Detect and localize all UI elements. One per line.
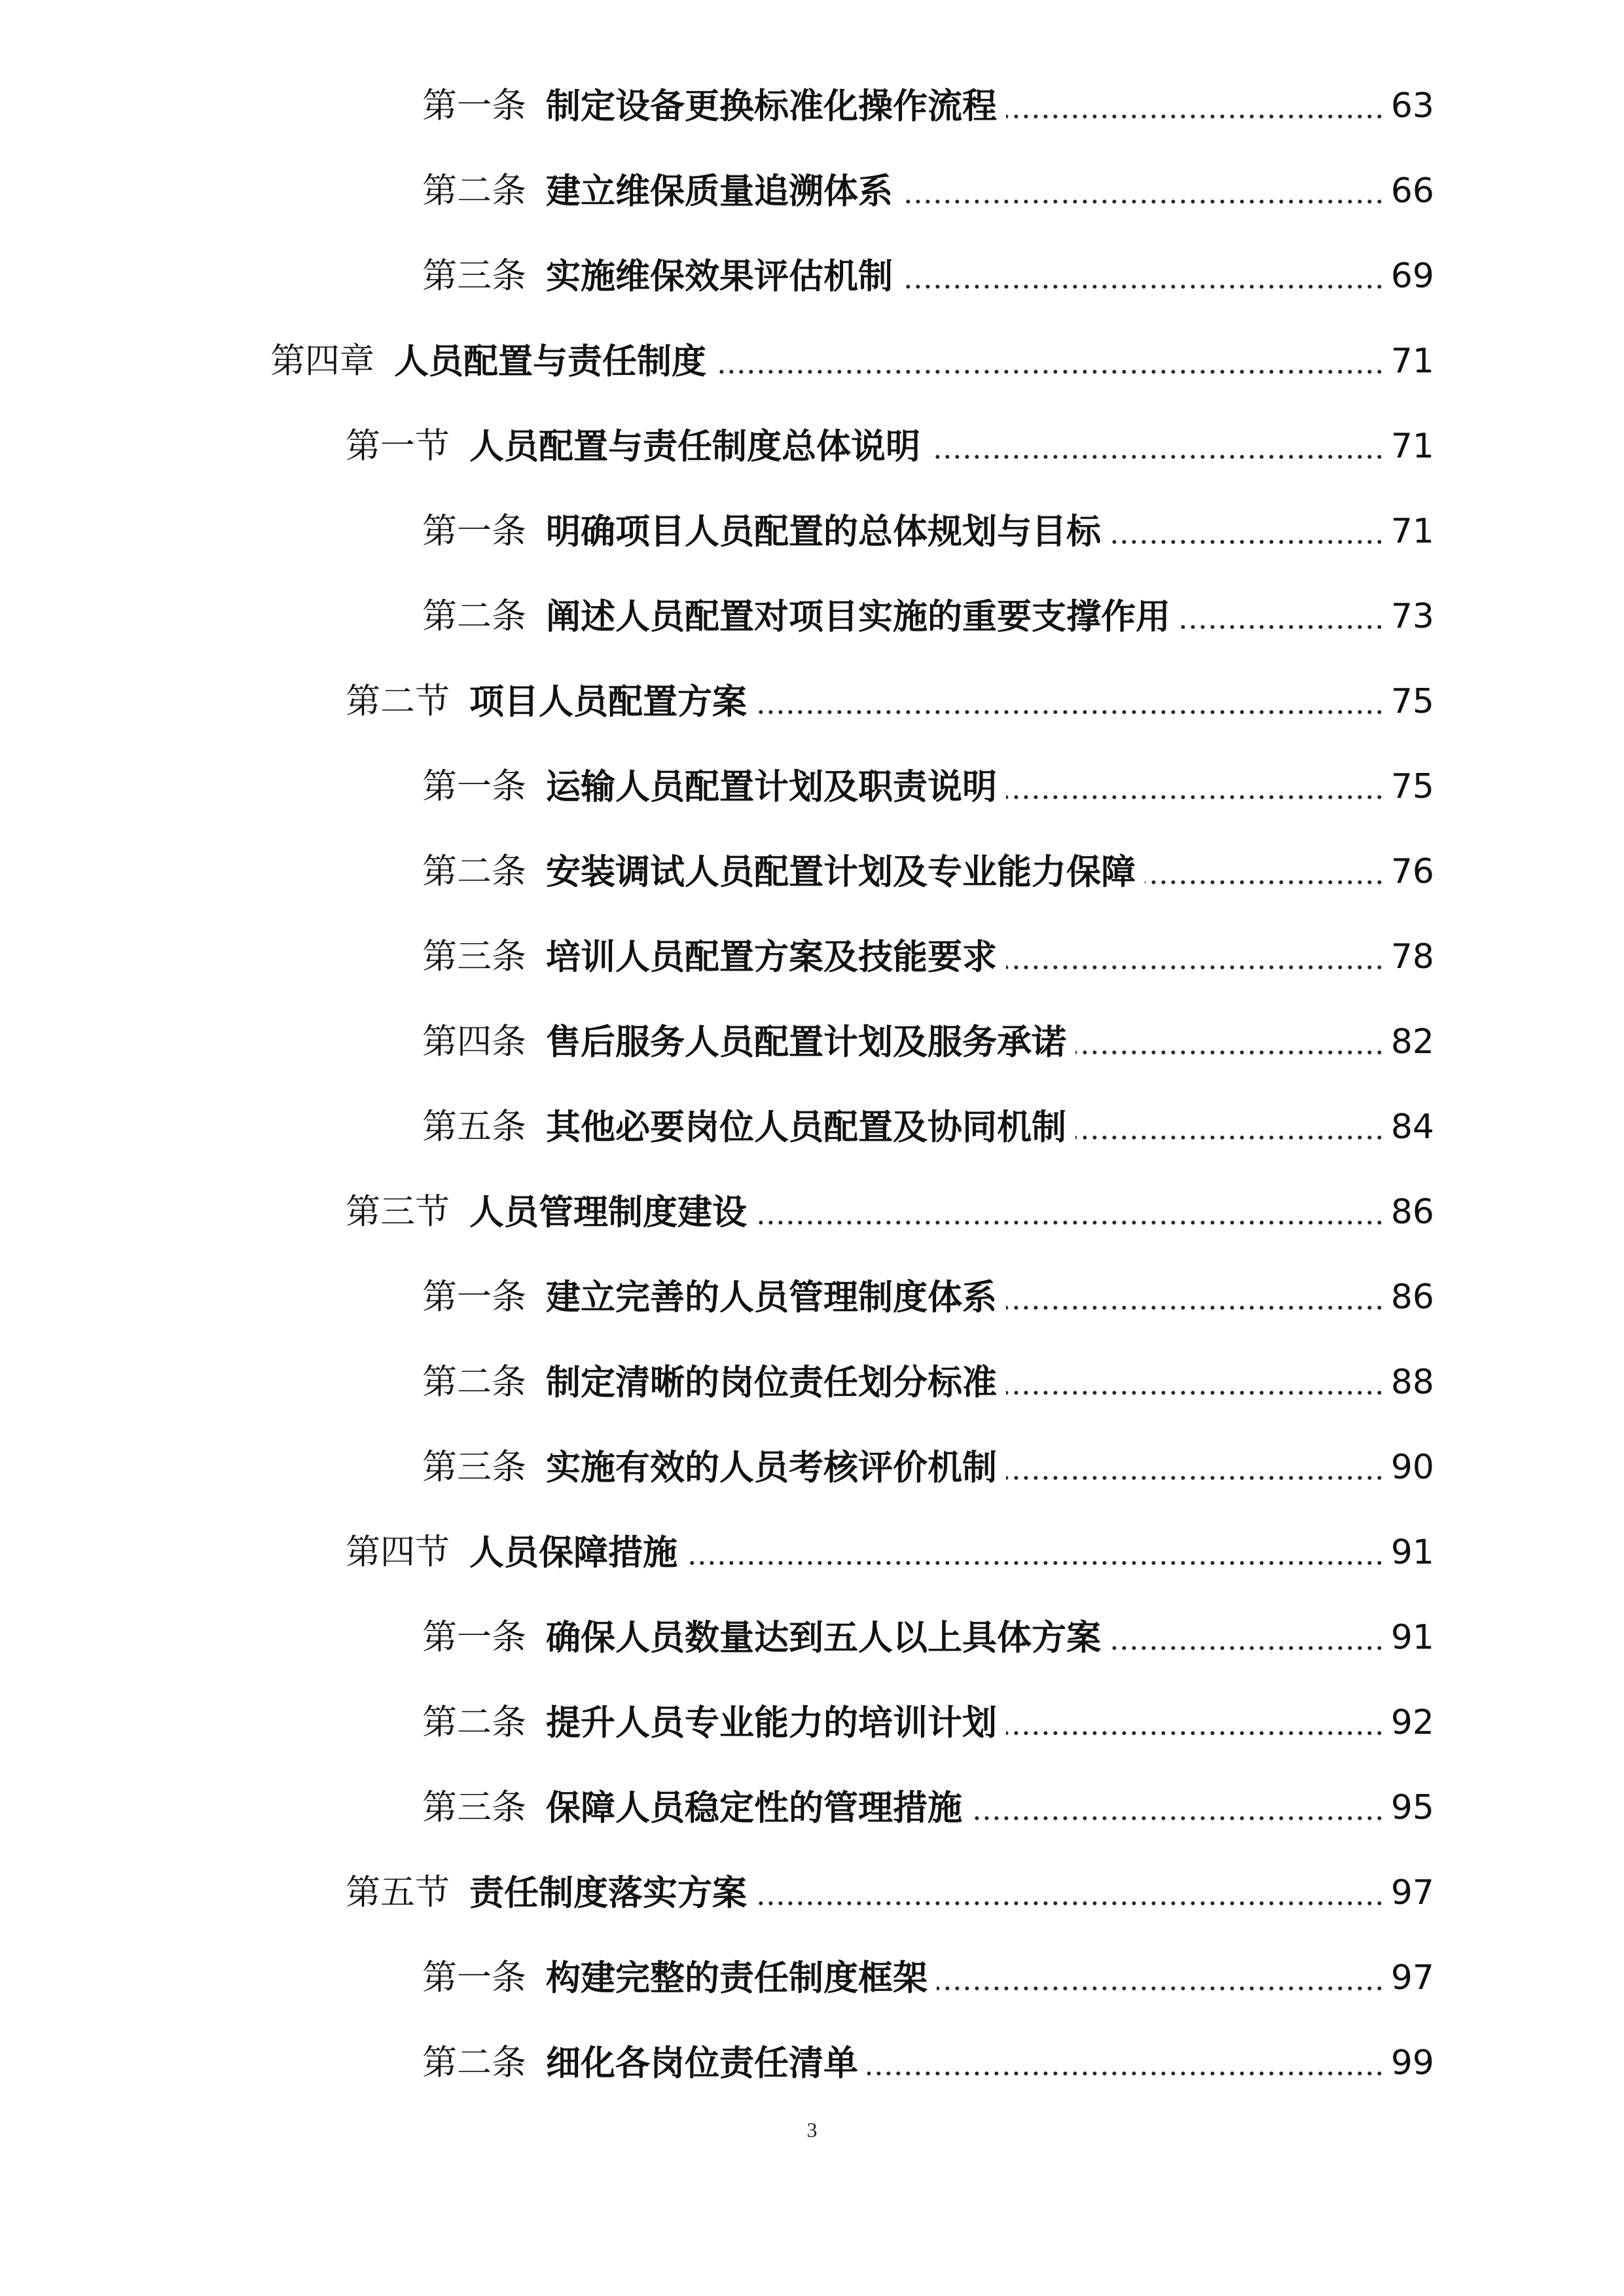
toc-entry-title: 建立维保质量追溯体系: [546, 171, 893, 211]
toc-entry[interactable]: [422, 1690, 1434, 1755]
toc-entry-prefix: 第二节: [346, 681, 450, 721]
dot-leader: [902, 284, 1384, 289]
toc-entry-title: 人员管理制度建设: [469, 1192, 747, 1232]
toc-entry[interactable]: [422, 1775, 1434, 1840]
toc-entry-page: 97: [1390, 1958, 1434, 1998]
toc-entry-prefix: 第一条: [422, 766, 526, 806]
toc-entry-page: 71: [1390, 427, 1434, 466]
toc-entry-page: 78: [1390, 937, 1434, 977]
dot-leader: [715, 369, 1384, 374]
toc-entry-title: 明确项目人员配置的总体规划与目标: [546, 511, 1101, 552]
toc-entry[interactable]: [422, 243, 1434, 309]
dot-leader: [756, 709, 1384, 715]
dot-leader: [1110, 539, 1384, 545]
dot-leader: [756, 1901, 1384, 1906]
toc-entry-title: 制定设备更换标准化操作流程: [546, 86, 997, 126]
toc-entry-title: 人员配置与责任制度总体说明: [469, 426, 920, 467]
dot-leader: [1006, 965, 1384, 970]
toc-entry[interactable]: [422, 839, 1434, 905]
toc-entry-section[interactable]: [346, 669, 1434, 734]
toc-entry-prefix: 第四节: [346, 1532, 450, 1572]
toc-entry-section[interactable]: [346, 1860, 1434, 1926]
toc-entry-page: 82: [1390, 1022, 1434, 1062]
toc-entry[interactable]: [422, 1605, 1434, 1670]
toc-entry-prefix: 第三节: [346, 1192, 450, 1232]
toc-entry-prefix: 第五节: [346, 1873, 450, 1912]
toc-entry-page: 71: [1390, 512, 1434, 551]
toc-entry[interactable]: [422, 73, 1434, 139]
toc-entry-page: 71: [1390, 342, 1434, 381]
toc-entry-prefix: 第四章: [270, 341, 374, 381]
toc-entry-title: 阐述人员配置对项目实施的重要支撑作用: [546, 596, 1170, 637]
toc-entry-section[interactable]: [346, 1520, 1434, 1585]
toc-entry[interactable]: [422, 1435, 1434, 1500]
toc-entry[interactable]: [422, 1265, 1434, 1330]
toc-entry-page: 73: [1390, 597, 1434, 636]
toc-entry-prefix: 第二条: [422, 852, 526, 891]
toc-entry-title: 建立完善的人员管理制度体系: [546, 1277, 997, 1318]
toc-entry-page: 63: [1390, 86, 1434, 126]
dot-leader: [1006, 1305, 1384, 1310]
toc-entry-section[interactable]: [346, 1179, 1434, 1245]
toc-entry-section[interactable]: [346, 414, 1434, 479]
toc-entry-title: 细化各岗位责任清单: [546, 2043, 858, 2083]
toc-entry-title: 运输人员配置计划及职责说明: [546, 766, 997, 807]
toc-entry-prefix: 第一条: [422, 86, 526, 126]
toc-entry[interactable]: [422, 754, 1434, 819]
dot-leader: [1145, 880, 1384, 885]
toc-entry-page: 76: [1390, 852, 1434, 891]
toc-entry-prefix: 第一条: [422, 1277, 526, 1317]
toc-entry-page: 84: [1390, 1107, 1434, 1147]
toc-entry-prefix: 第三条: [422, 1447, 526, 1487]
dot-leader: [1110, 1645, 1384, 1651]
toc-entry-prefix: 第一条: [422, 1617, 526, 1657]
toc-entry-prefix: 第一条: [422, 511, 526, 551]
toc-entry-title: 其他必要岗位人员配置及协同机制: [546, 1107, 1066, 1147]
toc-entry[interactable]: [422, 2030, 1434, 2096]
toc-entry-prefix: 第三条: [422, 256, 526, 296]
toc-entry-title: 安装调试人员配置计划及专业能力保障: [546, 852, 1136, 892]
toc-entry-title: 构建完整的责任制度框架: [546, 1958, 928, 1998]
toc-entry-page: 86: [1390, 1193, 1434, 1232]
toc-entry-prefix: 第二条: [422, 2043, 526, 2083]
dot-leader: [687, 1560, 1384, 1566]
toc-entry[interactable]: [422, 158, 1434, 224]
toc-entry-prefix: 第三条: [422, 937, 526, 977]
toc-entry-page: 86: [1390, 1278, 1434, 1317]
toc-entry-title: 人员保障措施: [469, 1532, 677, 1573]
toc-entry-prefix: 第二条: [422, 171, 526, 211]
toc-entry-page: 91: [1390, 1618, 1434, 1657]
page-number: 3: [806, 2118, 818, 2142]
toc-entry-page: 99: [1390, 2043, 1434, 2083]
toc-entry-prefix: 第二条: [422, 1362, 526, 1402]
toc-entry-title: 保障人员稳定性的管理措施: [546, 1787, 962, 1828]
dot-leader: [1006, 795, 1384, 800]
toc-entry-page: 97: [1390, 1873, 1434, 1912]
dot-leader: [929, 454, 1384, 459]
toc-entry[interactable]: [422, 499, 1434, 564]
dot-leader: [902, 199, 1384, 204]
toc-entry-page: 66: [1390, 171, 1434, 211]
toc-entry-prefix: 第二条: [422, 596, 526, 636]
toc-entry-prefix: 第四条: [422, 1022, 526, 1062]
toc-entry[interactable]: [422, 1945, 1434, 2011]
dot-leader: [1006, 1475, 1384, 1480]
toc-entry-title: 确保人员数量达到五人以上具体方案: [546, 1617, 1101, 1658]
dot-leader: [867, 2071, 1384, 2076]
dot-leader: [756, 1220, 1384, 1225]
toc-entry[interactable]: [422, 1094, 1434, 1160]
toc-entry-title: 培训人员配置方案及技能要求: [546, 937, 997, 977]
toc-entry-page: 91: [1390, 1533, 1434, 1572]
toc-entry-prefix: 第二条: [422, 1702, 526, 1742]
dot-leader: [971, 1816, 1384, 1821]
toc-entry[interactable]: [422, 1350, 1434, 1415]
toc-entry-page: 69: [1390, 257, 1434, 296]
toc-entry-prefix: 第三条: [422, 1787, 526, 1827]
toc-entry-title: 制定清晰的岗位责任划分标准: [546, 1362, 997, 1403]
toc-entry-page: 75: [1390, 767, 1434, 806]
dot-leader: [1006, 114, 1384, 119]
toc-entry[interactable]: [422, 1009, 1434, 1075]
dot-leader: [937, 1986, 1384, 1991]
toc-entry-title: 售后服务人员配置计划及服务承诺: [546, 1022, 1066, 1062]
toc-entry[interactable]: [422, 924, 1434, 990]
toc-entry-chapter[interactable]: [270, 329, 1434, 394]
toc-entry[interactable]: [422, 584, 1434, 649]
toc-entry-title: 实施有效的人员考核评价机制: [546, 1447, 997, 1488]
dot-leader: [1075, 1135, 1384, 1140]
toc-entry-page: 90: [1390, 1448, 1434, 1487]
toc-entry-prefix: 第一节: [346, 426, 450, 466]
toc-entry-title: 提升人员专业能力的培训计划: [546, 1702, 997, 1743]
dot-leader: [1075, 1050, 1384, 1055]
toc-entry-page: 95: [1390, 1788, 1434, 1827]
toc-entry-page: 92: [1390, 1703, 1434, 1742]
toc-entry-title: 人员配置与责任制度: [394, 341, 706, 382]
toc-entry-prefix: 第一条: [422, 1958, 526, 1998]
toc-entry-page: 75: [1390, 682, 1434, 721]
toc-entry-title: 责任制度落实方案: [469, 1873, 747, 1913]
dot-leader: [1006, 1390, 1384, 1395]
toc-entry-title: 项目人员配置方案: [469, 681, 747, 722]
toc-entry-prefix: 第五条: [422, 1107, 526, 1147]
toc-entry-page: 88: [1390, 1363, 1434, 1402]
toc-entry-title: 实施维保效果评估机制: [546, 256, 893, 296]
dot-leader: [1180, 624, 1384, 630]
dot-leader: [1006, 1731, 1384, 1736]
